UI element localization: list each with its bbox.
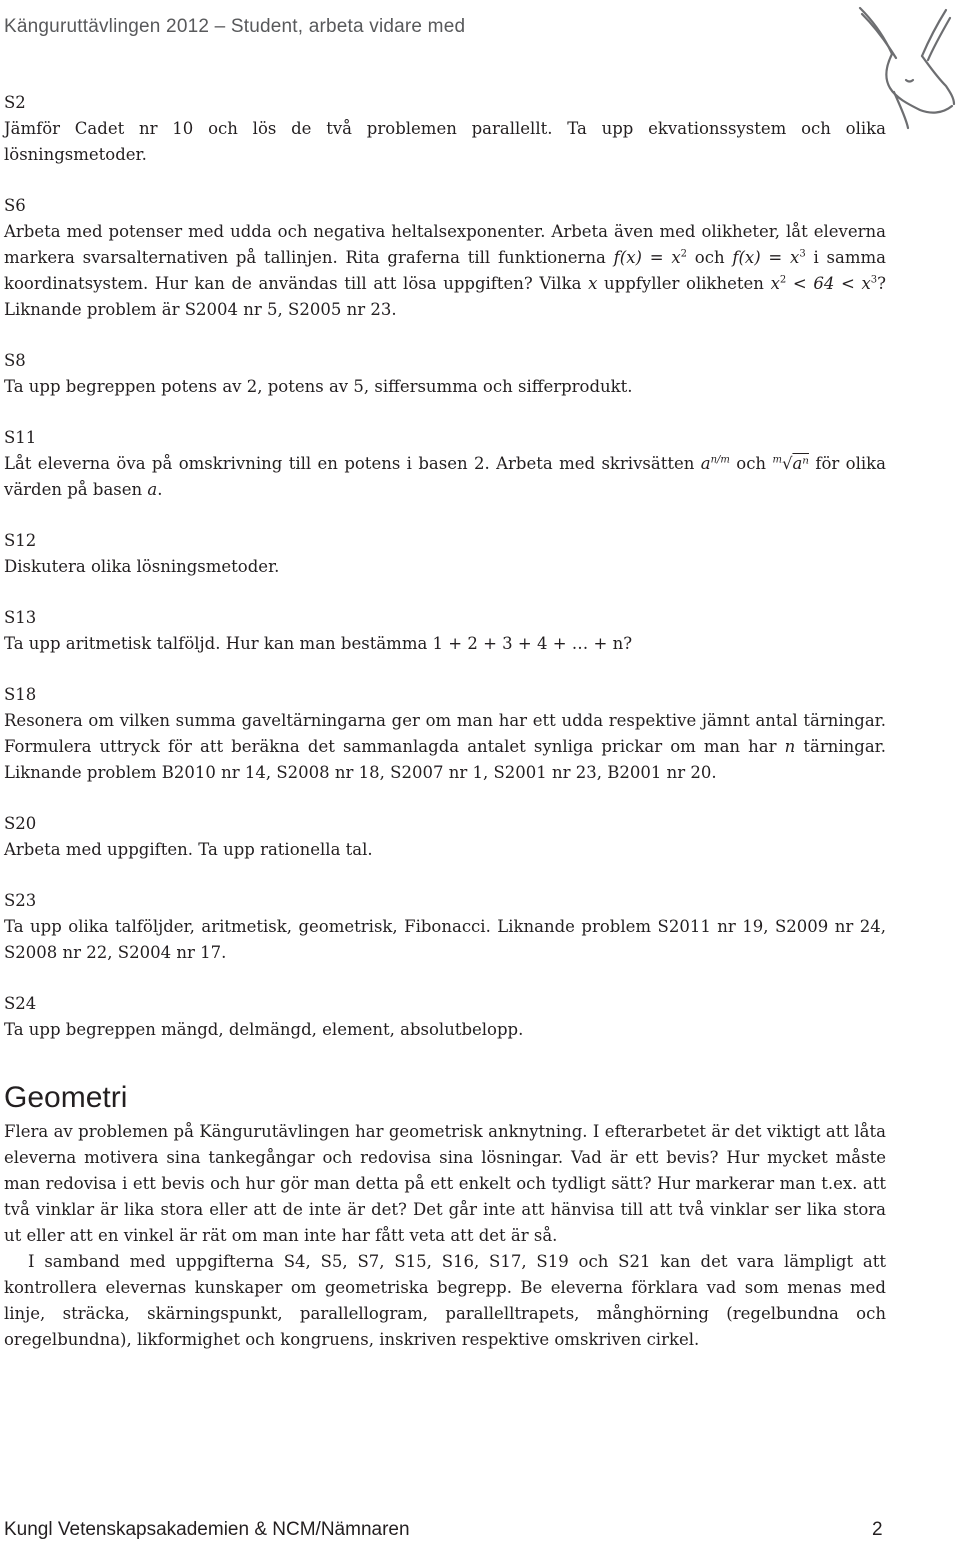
section-s13 bbox=[4, 605, 886, 657]
page-number: 2 bbox=[872, 1519, 883, 1540]
section-text: Låt eleverna öva på omskrivning till en potens i basen 2. Arbeta med skrivsätten $a^{n/m}$ och $^m$√aⁿ för olika värden på basen a. bbox=[4, 451, 886, 503]
section-text: Ta upp olika talföljder, aritmetisk, geometrisk, Fibonacci. Liknande problem S2011 nr 19, S2009 nr 24, S2008 nr 22, S2004 nr 17. bbox=[4, 917, 886, 962]
geometri-paragraph-2: I samband med uppgifterna S4, S5, S7, S15, S16, S17, S19 och S21 kan det vara lämpligt att kontrollera elevernas kunskaper om geometriska begrepp. Be eleverna förklara vad som menas med linje, sträcka, skärningspunkt, parallellogram, parallelltrapets, månghörning (regelbundna och oregelbundna), likformighet och kongruens, inskriven respektive omskriven cirkel. bbox=[4, 1252, 886, 1349]
function-f1: f(x) = x bbox=[613, 248, 681, 267]
section-s12 bbox=[4, 528, 886, 580]
section-s2 bbox=[4, 90, 886, 168]
power-notation: $a^{n/m}$ bbox=[700, 454, 730, 473]
section-id: S8 bbox=[4, 351, 26, 370]
section-id: S11 bbox=[4, 428, 37, 447]
section-text: Ta upp begreppen mängd, delmängd, element, absolutbelopp. bbox=[4, 1020, 524, 1039]
section-text: Jämför Cadet nr 10 och lös de två problemen parallellt. Ta upp ekvationssystem och olika lösningsmetoder. bbox=[4, 119, 886, 164]
section-text: Arbeta med uppgiften. Ta upp rationella tal. bbox=[4, 840, 373, 859]
section-id: S13 bbox=[4, 608, 37, 627]
section-s20 bbox=[4, 811, 886, 863]
section-id: S24 bbox=[4, 994, 37, 1013]
section-text: Ta upp begreppen potens av 2, potens av 5, siffersumma och sifferprodukt. bbox=[4, 377, 633, 396]
page-content bbox=[4, 90, 886, 1353]
section-s8 bbox=[4, 348, 886, 400]
section-s24 bbox=[4, 991, 886, 1043]
section-text: Arbeta med potenser med udda och negativa heltalsexponenter. Arbeta även med olikheter, låt eleverna markera svarsalternativen på tallinjen. Rita graferna till funktionerna $f(x) = x^2$ och $f(x) = x^3$ i samma koordinatsystem. Hur kan de användas till att lösa uppgiften? Vilka x uppfyller olikheten $x^2 < 64 < x^3$? Liknande problem är S2004 nr 5, S2005 nr 23. bbox=[4, 222, 886, 319]
geometri-heading: Geometri bbox=[4, 1081, 128, 1114]
section-id: S12 bbox=[4, 531, 37, 550]
section-text: Diskutera olika lösningsmetoder. bbox=[4, 557, 280, 576]
section-text: Ta upp aritmetisk talföljd. Hur kan man bestämma 1 + 2 + 3 + 4 + … + n? bbox=[4, 634, 633, 653]
footer-publisher: Kungl Vetenskapsakademien & NCM/Nämnaren bbox=[4, 1519, 410, 1540]
section-id: S20 bbox=[4, 814, 37, 833]
section-id: S2 bbox=[4, 93, 26, 112]
running-header: Känguruttävlingen 2012 – Student, arbeta vidare med bbox=[4, 16, 466, 37]
section-s23 bbox=[4, 888, 886, 966]
root-notation: $^m$√aⁿ bbox=[772, 454, 809, 473]
section-text: Resonera om vilken summa gaveltärningarna ger om man har ett udda respektive jämnt antal tärningar. Formulera uttryck för att beräkna det sammanlagda antalet synliga prickar om man har n tärningar. Liknande problem B2010 nr 14, S2008 nr 18, S2007 nr 1, S2001 nr 23, B2001 nr 20. bbox=[4, 711, 887, 782]
section-s18 bbox=[4, 682, 886, 786]
section-id: S18 bbox=[4, 685, 37, 704]
section-id: S23 bbox=[4, 891, 37, 910]
section-s11 bbox=[4, 425, 886, 503]
function-f2: f(x) = x bbox=[732, 248, 800, 267]
section-id: S6 bbox=[4, 196, 26, 215]
geometri-paragraph-1: Flera av problemen på Kängurutävlingen har geometrisk anknytning. I efterarbetet är det viktigt att låta eleverna motivera sina tankegångar och redovisa sina lösningar. Vad är ett bevis? Hur mycket måste man redovisa i ett bevis och hur gör man detta på ett enkelt och tydligt sätt? Hur markerar man t.ex. att två vinklar är lika stora eller att de inte är det? Det går inte att hänvisa till att två vinklar ser lika stora ut eller att en vinkel är rät om man inte har fått veta att det är så. bbox=[4, 1122, 886, 1245]
section-s6 bbox=[4, 193, 886, 323]
